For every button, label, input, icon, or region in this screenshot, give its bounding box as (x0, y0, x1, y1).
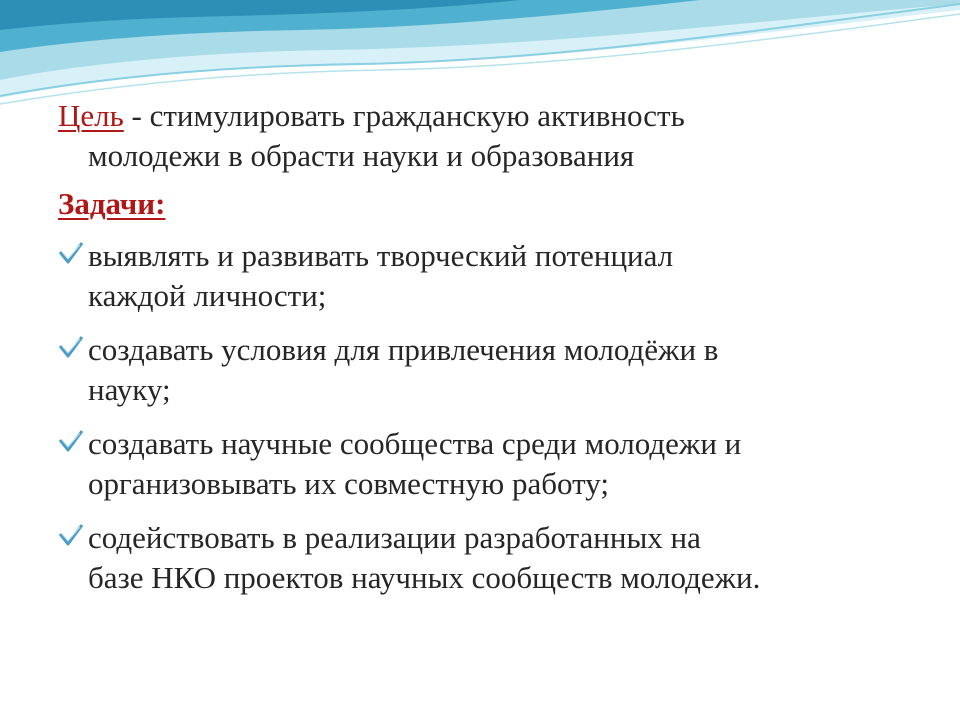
task-line2: базе НКО проектов научных сообществ молодежи. (88, 560, 761, 595)
goal-block (58, 96, 918, 176)
task-item (58, 518, 918, 598)
task-line1: содействовать в реализации разработанных на (88, 520, 701, 555)
checkmark-arrow-icon (58, 240, 84, 266)
task-item (58, 424, 918, 504)
decorative-wave-header (0, 0, 960, 110)
checkmark-arrow-icon (58, 522, 84, 548)
task-item (58, 236, 918, 316)
checkmark-arrow-icon (58, 428, 84, 454)
tasks-heading: Задачи: (58, 186, 166, 221)
checkmark-arrow-icon (58, 334, 84, 360)
task-line1: создавать научные сообщества среди молодежи и (88, 426, 742, 461)
task-item (58, 330, 918, 410)
task-line1: выявлять и развивать творческий потенциал (88, 238, 674, 273)
task-line2: каждой личности; (88, 278, 327, 313)
task-line1: создавать условия для привлечения молодёжи в (88, 332, 719, 367)
tasks-list (58, 236, 918, 598)
task-line2: науку; (88, 372, 171, 407)
goal-label: Цель (58, 98, 124, 133)
goal-text-line2: молодежи в обрасти науки и образования (88, 138, 635, 173)
slide-content (58, 96, 918, 612)
goal-separator: - (123, 98, 150, 133)
goal-text-line1: стимулировать гражданскую активность (149, 98, 685, 133)
task-line2: организовывать их совместную работу; (88, 466, 609, 501)
